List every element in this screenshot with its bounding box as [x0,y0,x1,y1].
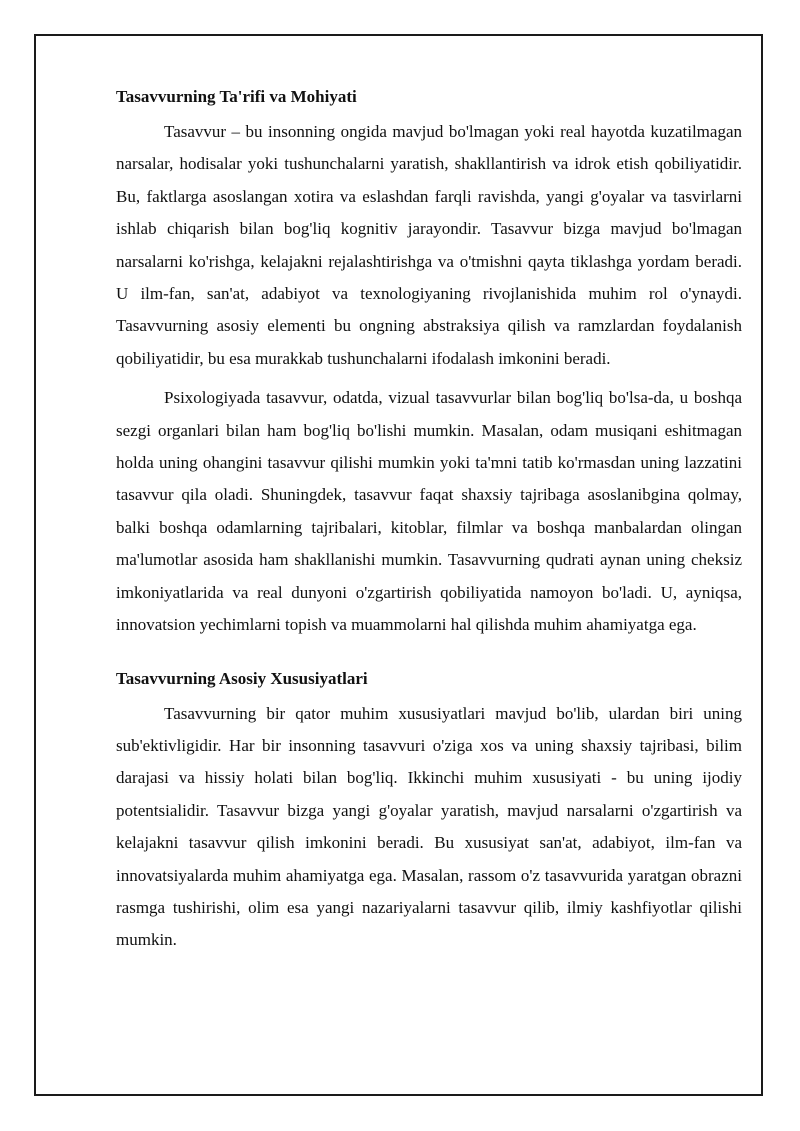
paragraph-properties-1: Tasavvurning bir qator muhim xususiyatlari mavjud bo'lib, ulardan biri uning sub'ektivligidir. Har bir insonning tasavvuri o'ziga xos va uning shaxsiy tajribasi, bilim darajasi va hissiy holati bilan bog'liq. Ikkinchi muhim xususiyati - bu uning ijodiy potentsialidir. Tasavvur bizga yangi g'oyalar yaratish, mavjud narsalarni o'zgartirish va kelajakni tasavvur qilish imkonini beradi. Bu xususiyat san'at, adabiyot, ilm-fan va innovatsiyalarda muhim ahamiyatga ega. Masalan, rassom o'z tasavvurida yaratgan obrazni rasmga tushirishi, olim esa yangi nazariyalarni tasavvur qilib, ilmiy kashfiyotlar qilishi mumkin. [116,703,742,950]
section-heading-definition: Tasavvurning Ta'rifi va Mohiyati [116,87,357,106]
paragraph-definition-2: Psixologiyada tasavvur, odatda, vizual tasavvurlar bilan bog'liq bo'lsa-da, u boshqa sezgi organlari bilan ham bog'liq bo'lishi mumkin. Masalan, odam musiqani eshitmagan holda uning ohangini tasavvur qilishi mumkin yoki ta'mni tatib ko'rmasdan uning lazzatini tasavvur qila oladi. Shuningdek, tasavvur faqat shaxsiy tajribaga asoslanibgina qolmay, balki boshqa odamlarning tajribalari, kitoblar, filmlar va boshqa manbalardan olingan ma'lumotlar asosida ham shakllanishi mumkin. Tasavvurning qudrati aynan uning cheksiz imkoniyatlarida va real dunyoni o'zgartirish qobiliyatida namoyon bo'ladi. U, ayniqsa, innovatsion yechimlarni topish va muammolarni hal qilishda muhim ahamiyatga ega. [116,388,742,635]
document-body [116,86,742,957]
section-heading-properties: Tasavvurning Asosiy Xususiyatlari [116,668,368,688]
paragraph-definition-1: Tasavvur – bu insonning ongida mavjud bo'lmagan yoki real hayotda kuzatilmagan narsalar, hodisalar yoki tushunchalarni yaratish, shakllantirish va idrok etish qobiliyatidir. Bu, faktlarga asoslangan xotira va eslashdan farqli ravishda, yangi g'oyalar va tasvirlarni ishlab chiqarish bilan bog'liq kognitiv jarayondir. Tasavvur bizga mavjud bo'lmagan narsalarni ko'rishga, kelajakni rejalashtirishga va o'tmishni qayta tiklashga yordam beradi. U ilm-fan, san'at, adabiyot va texnologiyaning rivojlanishida muhim rol o'ynaydi. Tasavvurning asosiy elementi bu ongning abstraksiya qilish va ramzlardan foydalanish qobiliyatidir, bu esa murakkab tushunchalarni ifodalash imkonini beradi. [116,122,742,368]
